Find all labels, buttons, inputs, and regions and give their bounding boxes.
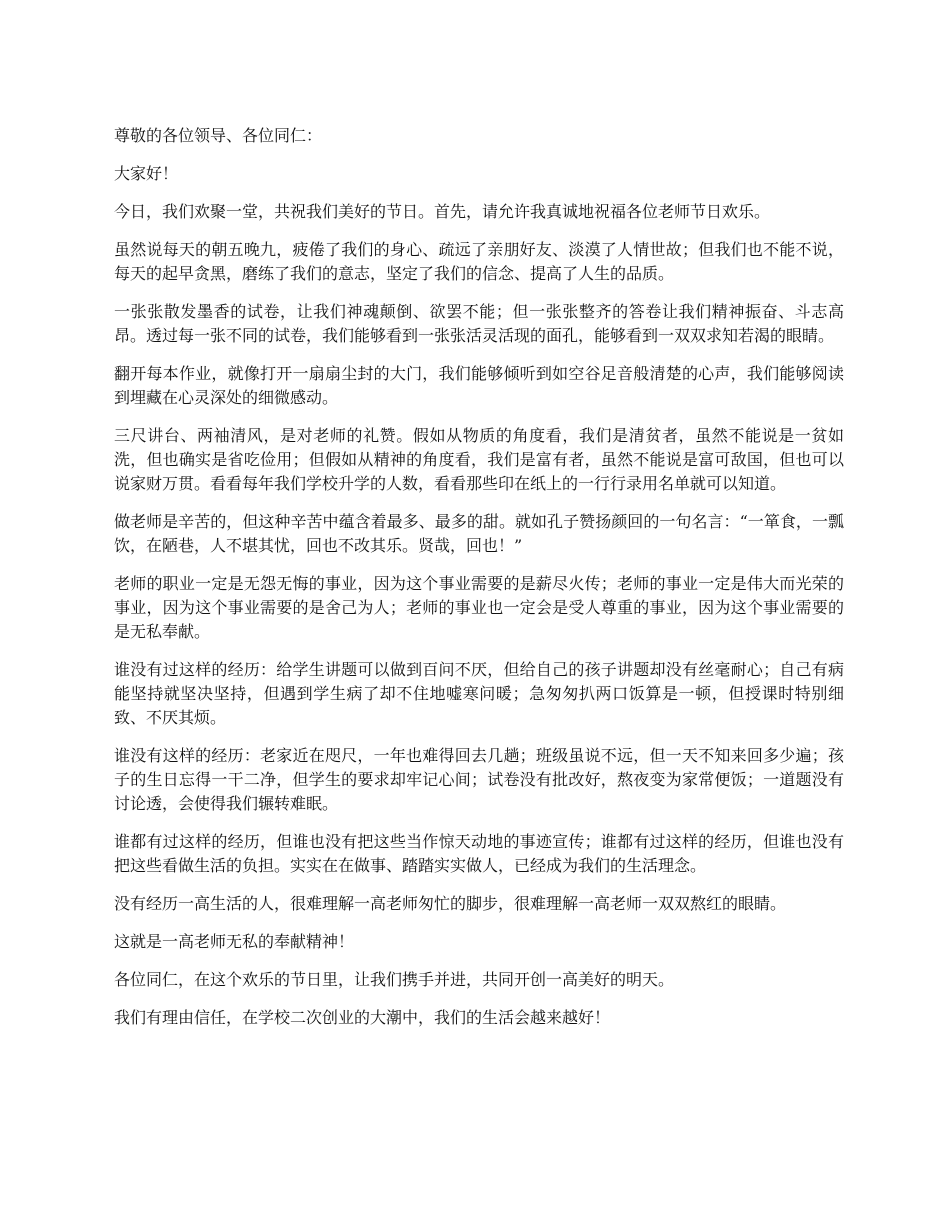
paragraph: 谁都有过这样的经历，但谁也没有把这些当作惊天动地的事迹宣传；谁都有过这样的经历，但谁也没有把这些看做生活的负担。实实在在做事、踏踏实实做人，已经成为我们的生活理念。 [114,832,844,875]
document-body [114,124,844,1044]
paragraph: 做老师是辛苦的，但这种辛苦中蕴含着最多、最多的甜。就如孔子赞扬颜回的一句名言：“一箪食，一瓢饮，在陋巷，人不堪其忧，回也不改其乐。贤哉，回也！” [114,512,844,555]
paragraph: 这就是一高老师无私的奉献精神！ [114,932,355,951]
paragraph: 今日，我们欢聚一堂，共祝我们美好的节日。首先，请允许我真诚地祝福各位老师节日欢乐。 [114,202,771,221]
closing-paragraph: 我们有理由信任，在学校二次创业的大潮中，我们的生活会越来越好！ [114,1008,611,1027]
paragraph: 三尺讲台、两袖清风，是对老师的礼赞。假如从物质的角度看，我们是清贫者，虽然不能说是一贫如洗，但也确实是省吃俭用；但假如从精神的角度看，我们是富有者，虽然不能说是富可敌国，但也可以说家财万贯。看看每年我们学校升学的人数，看看那些印在纸上的一行行录用名单就可以知道。 [114,426,844,493]
paragraph: 各位同仁，在这个欢乐的节日里，让我们携手并进，共同开创一高美好的明天。 [114,970,675,989]
salutation: 尊敬的各位领导、各位同仁： [114,126,323,145]
paragraph: 虽然说每天的朝五晚九，疲倦了我们的身心、疏远了亲朋好友、淡漠了人情世故；但我们也不能不说，每天的起早贪黑，磨练了我们的意志，坚定了我们的信念、提高了人生的品质。 [114,240,844,283]
paragraph: 谁没有这样的经历：老家近在咫尺，一年也难得回去几趟；班级虽说不远，但一天不知来回多少遍；孩子的生日忘得一干二净，但学生的要求却牢记心间；试卷没有批改好，熬夜变为家常便饭；一道题没有讨论透，会使得我们辗转难眠。 [114,746,844,813]
paragraph: 没有经历一高生活的人，很难理解一高老师匆忙的脚步，很难理解一高老师一双双熬红的眼睛。 [114,894,787,913]
paragraph: 老师的职业一定是无怨无悔的事业，因为这个事业需要的是薪尽火传；老师的事业一定是伟大而光荣的事业，因为这个事业需要的是舍己为人；老师的事业也一定会是受人尊重的事业，因为这个事业需要的是无私奉献。 [114,574,844,641]
paragraph: 谁没有过这样的经历：给学生讲题可以做到百问不厌，但给自己的孩子讲题却没有丝毫耐心；自己有病能坚持就坚决坚持，但遇到学生病了却不住地嘘寒问暖；急匆匆扒两口饭算是一顿，但授课时特别细致、不厌其烦。 [114,660,844,727]
paragraph: 一张张散发墨香的试卷，让我们神魂颠倒、欲罢不能；但一张张整齐的答卷让我们精神振奋、斗志高昂。透过每一张不同的试卷，我们能够看到一张张活灵活现的面孔，能够看到一双双求知若渴的眼睛。 [114,302,844,345]
paragraph: 翻开每本作业，就像打开一扇扇尘封的大门，我们能够倾听到如空谷足音般清楚的心声，我们能够阅读到埋藏在心灵深处的细微感动。 [114,364,844,407]
greeting: 大家好！ [114,164,179,183]
